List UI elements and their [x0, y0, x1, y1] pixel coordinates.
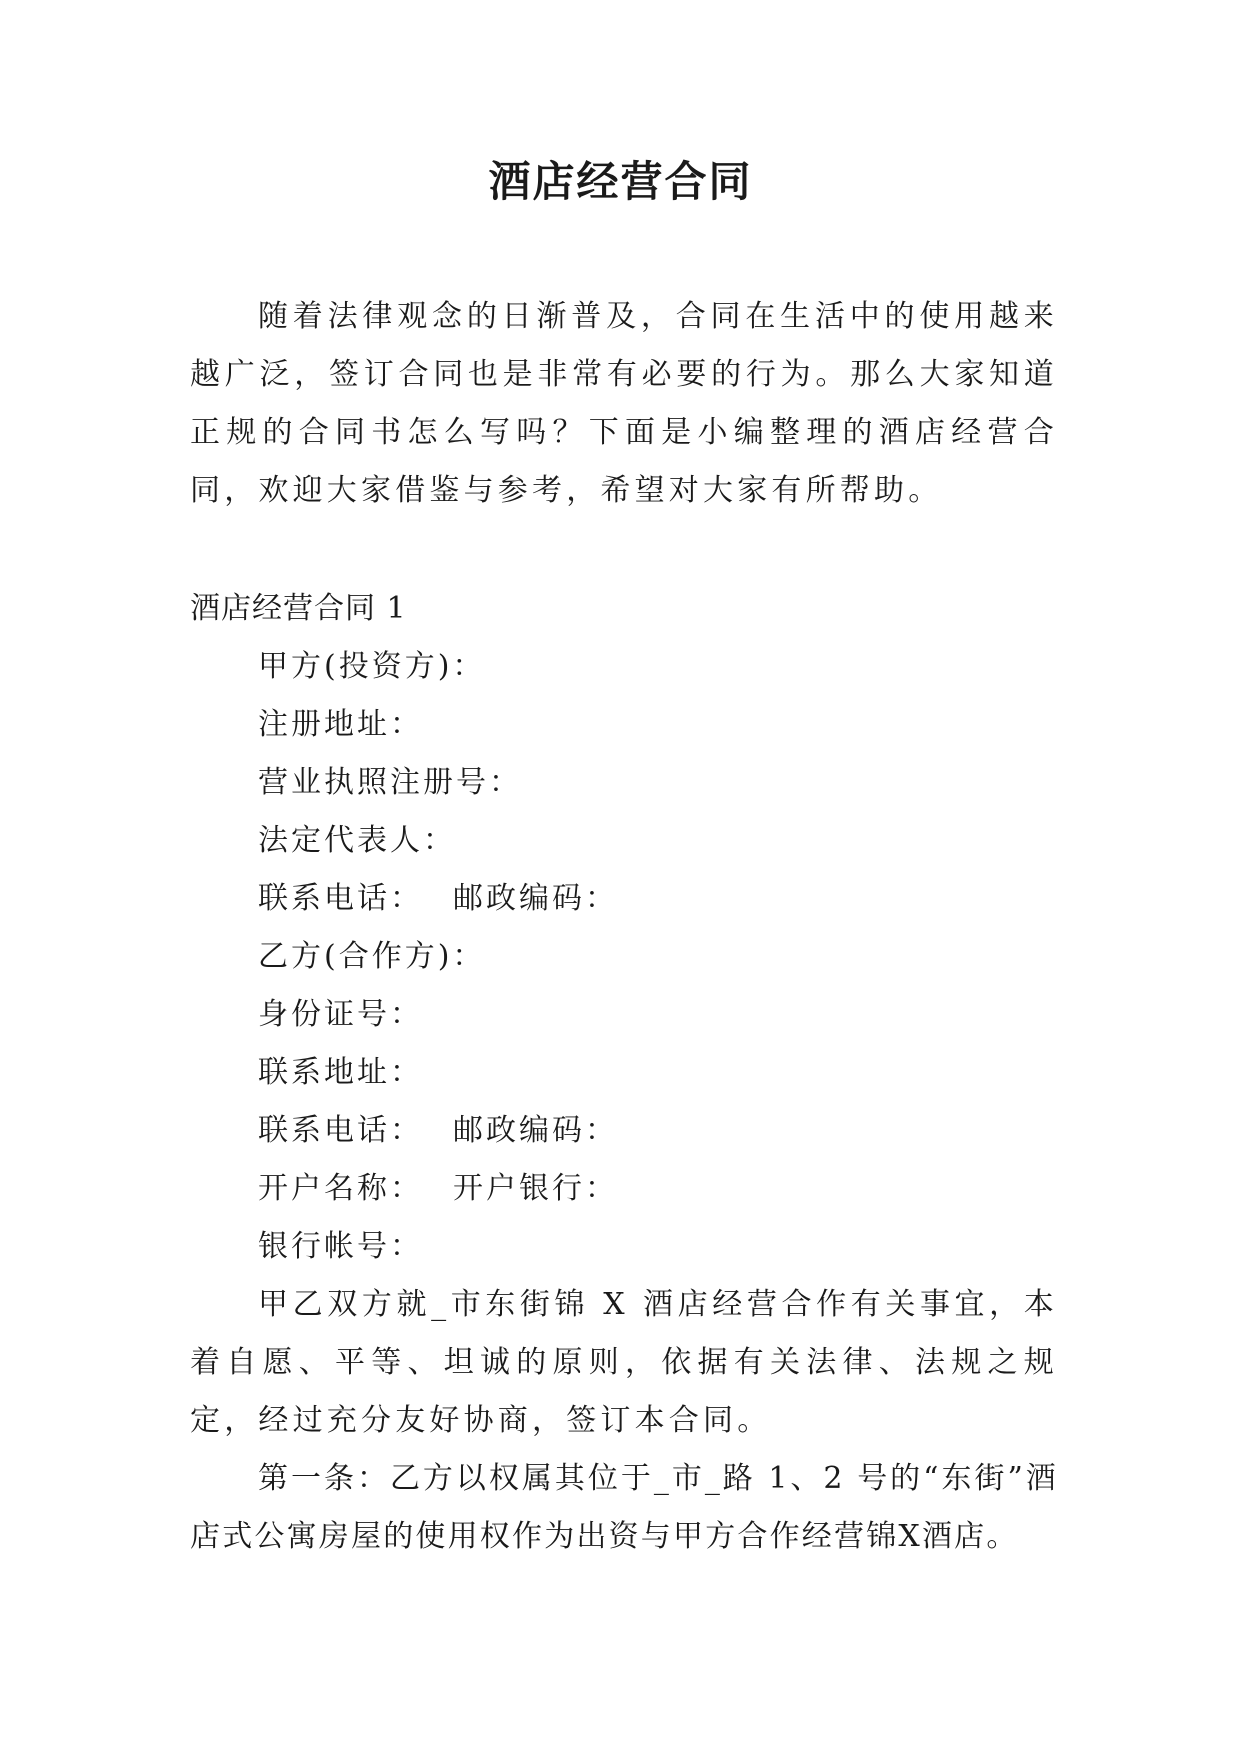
- body-paragraph-1: 甲乙双方就_市东街锦 X 酒店经营合作有关事宜，本着自愿、平等、坦诚的原则，依据有关法律、法规之规定，经过充分友好协商，签订本合同。: [190, 1287, 1058, 1438]
- field-label: 法定代表人：: [258, 823, 456, 858]
- field-label-secondary: 邮政编码：: [453, 1113, 618, 1148]
- field-label-secondary: 开户银行：: [453, 1171, 618, 1206]
- document-title: 酒店经营合同: [488, 157, 753, 206]
- field-label: 乙方(合作方)：: [258, 939, 486, 974]
- field-label: 联系地址：: [258, 1055, 423, 1090]
- field-label: 甲方(投资方)：: [258, 649, 486, 684]
- field-label: 银行帐号：: [258, 1229, 423, 1264]
- field-party-a: [258, 638, 1058, 696]
- field-business-license: [258, 754, 1058, 812]
- field-registered-address: [258, 696, 1058, 754]
- field-label: 联系电话：: [258, 1113, 423, 1148]
- field-label: 联系电话：: [258, 881, 423, 916]
- party-info-list: [258, 638, 1058, 1276]
- field-label: 身份证号：: [258, 997, 423, 1032]
- field-phone-postcode-a: [258, 870, 1058, 928]
- body-paragraph-2: 第一条：乙方以权属其位于_市_路 1、2 号的“东街”酒店式公寓房屋的使用权作为出资与甲方合作经营锦X酒店。: [190, 1461, 1058, 1554]
- field-label: 注册地址：: [258, 707, 423, 742]
- field-contact-address: [258, 1044, 1058, 1102]
- section-heading: 酒店经营合同 1: [190, 591, 407, 626]
- field-party-b: [258, 928, 1058, 986]
- field-label: 营业执照注册号：: [258, 765, 522, 800]
- field-id-number: [258, 986, 1058, 1044]
- intro-paragraph: 随着法律观念的日渐普及，合同在生活中的使用越来越广泛，签订合同也是非常有必要的行为。那么大家知道正规的合同书怎么写吗？下面是小编整理的酒店经营合同，欢迎大家借鉴与参考，希望对大家有所帮助。: [190, 299, 1058, 508]
- field-legal-representative: [258, 812, 1058, 870]
- field-label: 开户名称：: [258, 1171, 423, 1206]
- field-label-secondary: 邮政编码：: [453, 881, 618, 916]
- field-bank-account: [258, 1218, 1058, 1276]
- field-account-bank: [258, 1160, 1058, 1218]
- field-phone-postcode-b: [258, 1102, 1058, 1160]
